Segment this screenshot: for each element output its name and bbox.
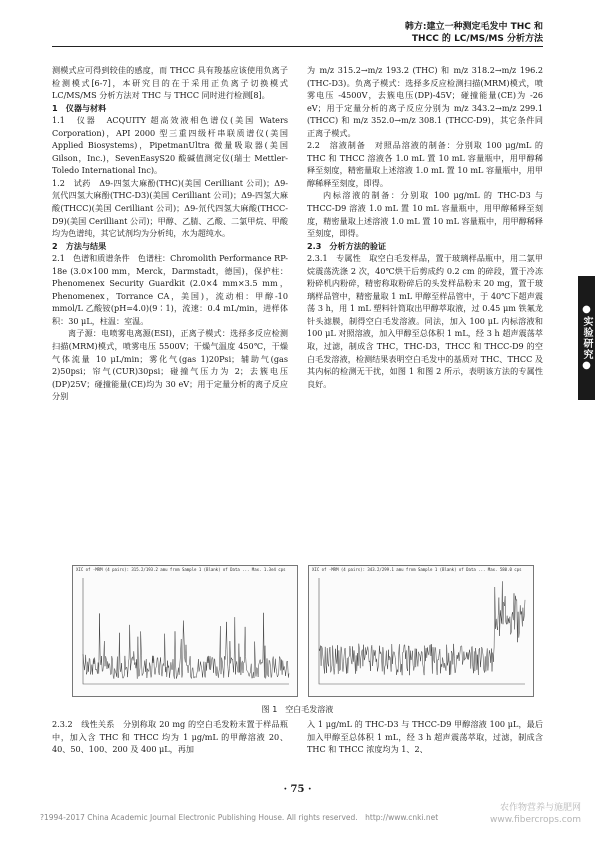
panel-1-title: XIC of -MRM (4 pairs): 315.2/193.2 amu from Sample 1 (Blank) of Data ... Max. 1.3e4 cps — [76, 567, 286, 572]
paragraph: 离子源：电喷雾电离源(ESI)，正离子模式：选择多反应检测扫描(MRM)模式，喷雾电压 5500V；干燥气温度 450℃，干燥气体流量 10 μL/min；雾化气(gas 1)20Psi；辅助气(gas 2)50psi；帘气(CUR)30psi；碰撞气压力为 2；去簇电压(DP)25V；碰撞能量(CE)均为 30 eV；用于定量分析的离子反应分别 — [52, 328, 288, 402]
panel-2-title: XIC of -MRM (4 pairs): 343.2/299.1 amu from Sample 1 (Blank) of Data ... Max. 580.0 cps — [312, 567, 522, 572]
chromatogram-panel-2 — [308, 565, 534, 697]
chromatogram-trace-2 — [309, 566, 533, 696]
paragraph: 2.2 溶液制备 对照品溶液的制备：分别取 100 μg/mL 的 THC 和 THCC 溶液各 1.0 mL 置 10 mL 容量瓶中，用甲醇稀释至刻度，精密量取上述溶液 1.0 mL 置 10 mL 容量瓶中，用甲醇稀释至刻度，即得。 — [307, 140, 543, 188]
paragraph: 1.1 仪器 ACQUITY 超高效液相色谱仪(美国 Waters Corporation)，API 2000 型三重四级杆串联质谱仪(美国 Applied Biosystems)，PipetmanUltra 微量吸取器(美国 Gilson，Inc.)，SevenEasyS20 酸碱值测定仪(瑞士 Mettler-Toledo International Inc)。 — [52, 115, 288, 176]
section-heading: 2.3 分析方法的验证 — [307, 240, 387, 251]
section-heading: 2 方法与结果 — [52, 240, 107, 251]
chromatogram-panel-1 — [72, 565, 298, 697]
paragraph: 测模式应可得到较佳的感度，而 THCC 具有羧基应该使用负离子检测模式[6-7]，本研究目的在于采用正负离子切换模式 LC/MS/MS 分析方法对 THC 与 THCC 同时进行检测[8]。 — [52, 65, 288, 101]
chromatogram-trace-1 — [73, 566, 297, 696]
watermark-line2: www.fibercrops.com — [490, 815, 581, 825]
paragraph: 2.1 色谱和质谱条件 色谱柱：Chromolith Performance RP-18e (3.0×100 mm，Merck，Darmstadt，德国)，保护柱：Phenomenex Security Guardkit (2.0×4 mm×3.5 mm，Phenomenex，Torrance CA，美国)，流动相：甲醇-10 mmol/L 乙酸铵(pH=4.0)(9∶1)，流速：0.4 mL/min，进样体积：30 μL，柱温：室温。 — [52, 253, 288, 326]
page-number: · 75 · — [283, 784, 312, 795]
chromatogram-line — [319, 581, 525, 675]
section-heading: 1 仪器与材料 — [52, 102, 107, 113]
copyright-footer: ?1994-2017 China Academic Journal Electronic Publishing House. All rights reserved. http://www.cnki.net — [40, 813, 439, 822]
paragraph: 1.2 试药 Δ9-四氢大麻酚(THC)(美国 Cerilliant 公司)；Δ9-氘代四氢大麻酚(THC-D3)(美国 Cerilliant 公司)；Δ9-四氢大麻酸(THCC)(美国 Cerilliant 公司)；Δ9-氘代四氢大麻酸(THCC-D9)(美国 Cerilliant 公司)；甲醇、乙腈、乙酸、二氯甲烷、甲酸均为色谱纯，其它试剂均为分析纯，水为超纯水。 — [52, 177, 288, 239]
running-header-line2: THCC 的 LC/MS/MS 分析方法 — [411, 34, 543, 44]
watermark — [490, 802, 581, 826]
figure-caption: 图 1 空白毛发溶液 — [261, 705, 334, 714]
right-column — [307, 64, 543, 390]
header-rule — [52, 46, 543, 47]
left-column — [52, 64, 288, 403]
paragraph: 2.3.1 专属性 取空白毛发样品，置于玻璃样品瓶中，用二氯甲烷震荡洗涤 2 次，40℃烘干后剪成约 0.2 cm 的碎段，置于冷冻粉碎机内粉碎，精密称取粉碎后的头发样品粉末 20 mg，置于玻璃样品管中，精密量取 1 mL 甲醇至样品管中，于 40℃下超声震荡 3 h，用 1 mL 塑料针筒取出甲醇萃取液，过 0.45 μm 铁氟龙针头滤膜，制得空白毛发溶液。同法，加入 100 μL 内标溶液和 100 μL 对照溶液，加入甲醇至总体积 1 mL，经 3 h 超声震荡萃取，过滤，制成含 THC，THC-D3，THCC 和 THCC-D9 的空白毛发溶液，检测结果表明空白毛发中的基质对 THC、THCC 及其内标的检测无干扰，如图 1 和图 2 所示，表明该方法的专属性良好。 — [307, 253, 543, 389]
bottom-left-text: 2.3.2 线性关系 分别称取 20 mg 的空白毛发粉末置于样品瓶中，加入含 THC 和 THCC 均为 1 μg/mL 的甲醇溶液 20、40、50、100、200 及 400 μL，再加 — [52, 719, 288, 755]
paragraph: 内标溶液的制备：分别取 100 μg/mL 的 THC-D3 与 THCC-D9 溶液 1.0 mL 置 10 mL 容量瓶中，用甲醇稀释至刻度，精密量取上述溶液 1.0 mL 置 10 mL 容量瓶中，用甲醇稀释至刻度，即得。 — [307, 190, 543, 239]
watermark-line1: 农作物营养与施肥网 — [499, 803, 581, 813]
figure-1 — [72, 565, 532, 695]
running-header-line1: 韩方:建立一种测定毛发中 THC 和 — [404, 22, 543, 32]
section-side-tab: ●实验研究● — [578, 276, 595, 400]
bottom-right-text: 入 1 μg/mL 的 THC-D3 与 THCC-D9 甲醇溶液 100 μL，最后加入甲醇至总体积 1 mL，经 3 h 超声震荡萃取，过滤，制成含 THC 和 THCC 浓度均为 1、2、 — [307, 719, 543, 755]
paragraph: 为 m/z 315.2→m/z 193.2 (THC) 和 m/z 318.2→m/z 196.2 (THC-D3)。负离子模式：选择多反应检测扫描(MRM)模式，喷雾电压 -4500V，去簇电压(DP)-45V；碰撞能量(CE)为 -26 eV；用于定量分析的离子反应分别为 m/z 343.2→m/z 299.1 (THCC) 和 m/z 352.0→m/z 308.1 (THCC-D9)，其它条件同正离子模式。 — [307, 65, 543, 138]
chart-axes — [83, 578, 289, 684]
chromatogram-line — [83, 613, 289, 679]
